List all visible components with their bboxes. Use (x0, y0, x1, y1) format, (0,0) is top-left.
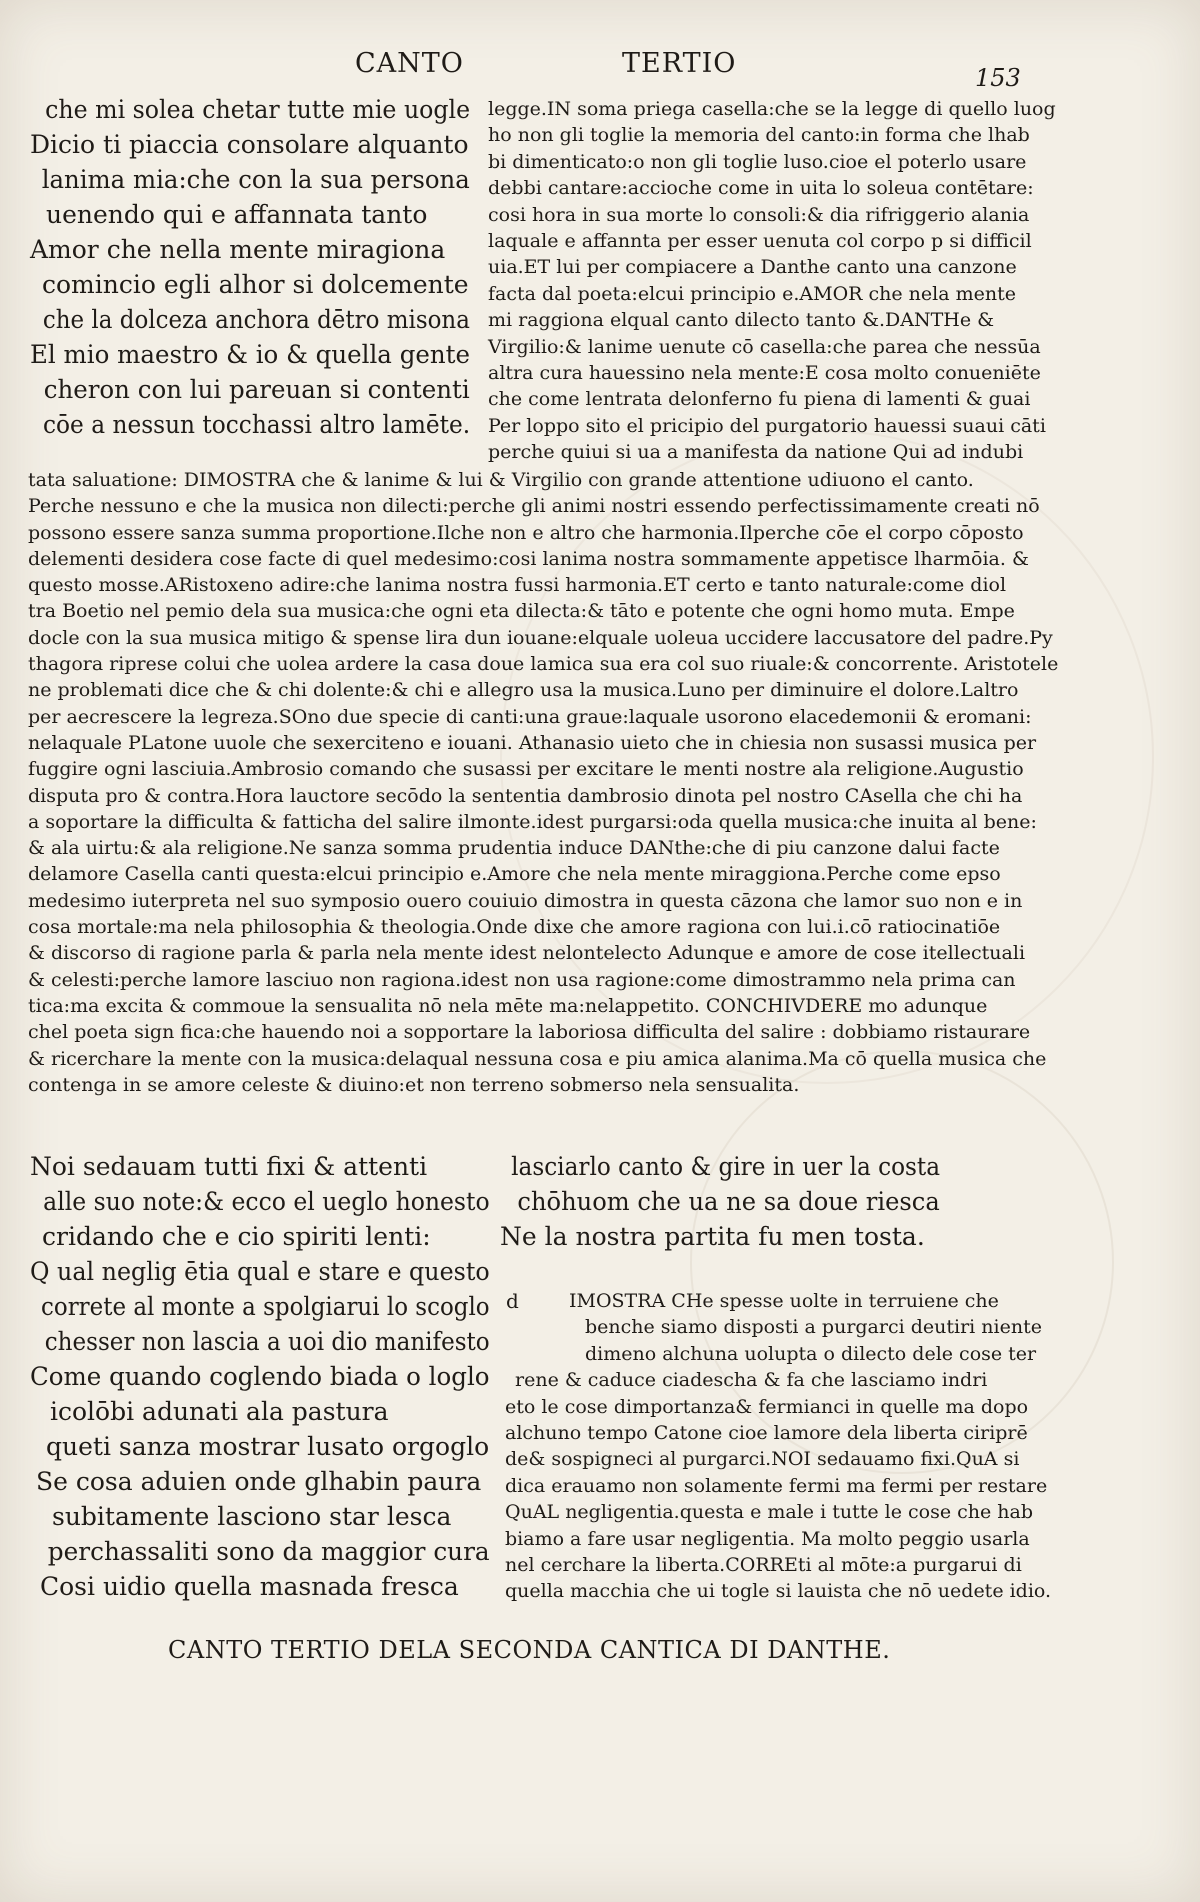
commentary-line: perche quiui si ua a manifesta da natione Qui ad indubi (488, 441, 1024, 464)
commentary-line: facta dal poeta:elcui principio e.AMOR che nela mente (488, 282, 1016, 305)
commentary-line: rene & caduce ciadescha & fa che lasciamo indri (515, 1369, 988, 1392)
commentary-line: tica:ma excita & commoue la sensualita nō nela mēte ma:nelappetito. CONCHIVDERE mo adunque (28, 994, 988, 1017)
top-commentary-column (488, 96, 1056, 466)
commentary-line: Virgilio:& lanime uenute cō casella:che parea che nessūa (488, 335, 1041, 358)
verse-line: correte al monte a spolgiarui lo scoglo (41, 1292, 490, 1321)
top-verse-column (30, 92, 509, 442)
commentary-line: altra cura hauessino nela mente:E cosa molto conueniēte (488, 362, 1041, 385)
commentary-line: a soportare la difficulta & fatticha del salire ilmonte.idest purgarsi:oda quella musica:che inuita al bene: (28, 810, 1037, 833)
commentary-line: de& sospigneci al purgarci.NOI sedauamo fixi.QuA si (505, 1448, 1020, 1471)
verse-line: che mi solea chetar tutte mie uogle (45, 95, 471, 124)
verse-line: icolōbi adunati ala pastura (50, 1397, 389, 1426)
bottom-verse-left-column (30, 1149, 531, 1604)
commentary-line: medesimo iuterpreta nel suo symposio ouero couiuio dimostra in questa cāzona che lamor suo non e in (28, 889, 1023, 912)
commentary-line: laquale e affannta per esser uenuta col corpo p si difficil (488, 230, 1032, 253)
commentary-line: ne problemati dice che & chi dolente:& chi e allegro usa la musica.Luno per diminuire el dolore.Laltro (28, 679, 1019, 702)
commentary-initial: d (506, 1289, 519, 1313)
header-tertio: TERTIO (622, 48, 737, 79)
commentary-line: benche siamo disposti a purgarci deutiri niente (585, 1316, 1042, 1339)
commentary-line: QuAL negligentia.questa e male i tutte le cose che hab (505, 1501, 1034, 1524)
commentary-line: mi raggiona elqual canto dilecto tanto &.DANTHe & (488, 309, 995, 332)
commentary-line: IMOSTRA CHe spesse uolte in terruiene che (569, 1290, 999, 1312)
commentary-line: nel cerchare la liberta.CORREti al mōte:a purgarui di (505, 1554, 1022, 1577)
commentary-line: quella macchia che ui togle si lauista che nō uedete idio. (505, 1580, 1052, 1603)
commentary-line: disputa pro & contra.Hora lauctore secōdo la sententia dambrosio dinota pel nostro CAsella che chi ha (28, 784, 1023, 807)
commentary-line: & discorso di ragione parla & parla nela mente idest nelontelecto Adunque e amore de cose itellectuali (28, 942, 1026, 965)
verse-line: Come quando coglendo biada o loglo (30, 1362, 490, 1391)
verse-line: uenendo qui e affannata tanto (46, 200, 428, 229)
commentary-line: legge.IN soma priega casella:che se la legge di quello luog (488, 98, 1056, 120)
commentary-line: cosa mortale:ma nela philosophia & theologia.Onde dixe che amore ragiona con lui.i.cō ratiocinatiōe (28, 916, 1001, 939)
verse-line: lanima mia:che con la sua persona (41, 165, 470, 194)
commentary-line: delamore Casella canti questa:elcui principio e.Amore che nela mente miraggiona.Perche come epso (28, 863, 1001, 886)
commentary-line: dimeno alchuna uolupta o dilecto dele cose ter (585, 1342, 1037, 1365)
bottom-verse-right-column (500, 1149, 975, 1254)
commentary-line: per aecrescere la legreza.SOno due specie di canti:una graue:laquale usorono elacedemonii & eromani: (28, 705, 1032, 728)
verse-line: Cosi uidio quella masnada fresca (40, 1572, 459, 1601)
verse-line: subitamente lasciono star lesca (52, 1502, 452, 1531)
verse-line: alle suo note:& ecco el ueglo honesto (43, 1187, 490, 1216)
commentary-line: tata saluatione: DIMOSTRA che & lanime & lui & Virgilio con grande attentione udiuono el canto. (28, 469, 974, 491)
commentary-line: nelaquale PLatone uuole che sexerciteno e iouani. Athanasio uieto che in chiesia non susassi musica per (28, 731, 1037, 754)
commentary-line: delementi desidera cose facte di quel medesimo:cosi lanima nostra sommamente appetisce lharmōia. & (28, 547, 1029, 570)
verse-line: El mio maestro & io & quella gente (30, 340, 470, 369)
bottom-commentary-column (505, 1288, 1051, 1605)
verse-line: Noi sedauam tutti fixi & attenti (30, 1152, 428, 1181)
verse-line: chōhuom che ua ne sa doue riesca (517, 1187, 940, 1216)
verse-line: lasciarlo canto & gire in uer la costa (511, 1152, 941, 1181)
verse-line: cōe a nessun tocchassi altro lamēte. (43, 410, 471, 439)
commentary-line: cosi hora in sua morte lo consoli:& dia rifriggerio alania (488, 203, 1030, 226)
verse-line: comincio egli alhor si dolcemente (42, 270, 469, 299)
verse-line: Se cosa aduien onde glhabin paura (36, 1467, 482, 1496)
verse-line: Amor che nella mente miragiona (30, 235, 446, 264)
header-canto: CANTO (355, 48, 464, 79)
verse-line: queti sanza mostrar lusato orgoglo (46, 1432, 490, 1461)
commentary-line: bi dimenticato:o non gli toglie luso.cioe el poterlo usare (488, 150, 1027, 173)
verse-line: Ne la nostra partita fu men tosta. (500, 1222, 925, 1251)
commentary-line: biamo a fare usar negligentia. Ma molto peggio usarla (505, 1527, 1030, 1550)
commentary-line: uia.ET lui per compiacere a Danthe canto una canzone (488, 256, 1017, 279)
verse-line: perchassaliti sono da maggior cura (47, 1537, 490, 1566)
commentary-line: che come lentrata delonferno fu piena di lamenti & guai (488, 388, 1031, 411)
commentary-line: possono essere sanza summa proportione.Ilche non e altro che harmonia.Ilperche cōe el corpo cōposto (28, 521, 1024, 544)
commentary-line: contenga in se amore celeste & diuino:et non terreno sobmerso nela sensualita. (28, 1073, 800, 1096)
commentary-line: & ricerchare la mente con la musica:delaqual nessuna cosa e piu amica alanima.Ma cō quella musica che (28, 1047, 1047, 1070)
commentary-line: questo mosse.ARistoxeno adire:che lanima nostra fussi harmonia.ET certo e tanto naturale:come diol (28, 574, 1007, 597)
folio-number: 153 (975, 64, 1021, 92)
verse-line: Q ual neglig ētia qual e stare e questo (30, 1257, 490, 1286)
commentary-line: chel poeta sign fica:che hauendo noi a sopportare la laboriosa difficulta del salire : dobbiamo ristaurare (28, 1021, 1031, 1044)
commentary-line: alchuno tempo Catone cioe lamore dela liberta ciriprē (505, 1422, 1028, 1445)
verse-line: Dicio ti piaccia consolare alquanto (30, 130, 469, 159)
commentary-line: Perche nessuno e che la musica non dilecti:perche gli animi nostri essendo perfectissimamente creati nō (28, 495, 1040, 518)
commentary-line: & ala uirtu:& ala religione.Ne sanza somma prudentia induce DANthe:che di piu canzone dalui facte (28, 837, 1000, 860)
commentary-line: dica erauamo non solamente fermi ma fermi per restare (505, 1474, 1048, 1497)
commentary-line: Per loppo sito el pricipio del purgatorio hauessi suaui cāti (488, 414, 1046, 437)
verse-line: cheron con lui pareuan si contenti (43, 375, 470, 404)
commentary-line: fuggire ogni lasciuia.Ambrosio comando che susassi per excitare le menti nostre ala religione.Augustio (28, 758, 1024, 781)
commentary-line: eto le cose dimportanza& fermianci in quelle ma dopo (505, 1395, 1029, 1418)
commentary-line: docle con la sua musica mitigo & spense lira dun iouane:elquale uoleua uccidere laccusatore del padre.Py (28, 626, 1053, 649)
commentary-line: & celesti:perche lamore lasciuo non ragiona.idest non usa ragione:come dimostrammo nela prima can (28, 968, 1016, 991)
commentary-line: ho non gli toglie la memoria del canto:in forma che lhab (488, 124, 1030, 147)
running-header (0, 48, 1200, 92)
verse-line: chesser non lascia a uoi dio manifesto (44, 1327, 490, 1356)
commentary-line: tra Boetio nel pemio dela sua musica:che ogni eta dilecta:& tāto e potente che ogni homo muta. Empe (28, 600, 1015, 623)
commentary-line: debbi cantare:accioche come in uita lo soleua contētare: (488, 177, 1034, 200)
full-width-commentary (28, 467, 1058, 1098)
commentary-line: thagora riprese colui che uolea ardere la casa doue lamica sua era col suo riuale:& concorrente. Aristotele (28, 653, 1059, 676)
closing-rubric: CANTO TERTIO DELA SECONDA CANTICA DI DANTHE. (168, 1636, 891, 1664)
verse-line: cridando che e cio spiriti lenti: (42, 1222, 431, 1251)
verse-line: che la dolceza anchora dētro misona (42, 305, 470, 334)
